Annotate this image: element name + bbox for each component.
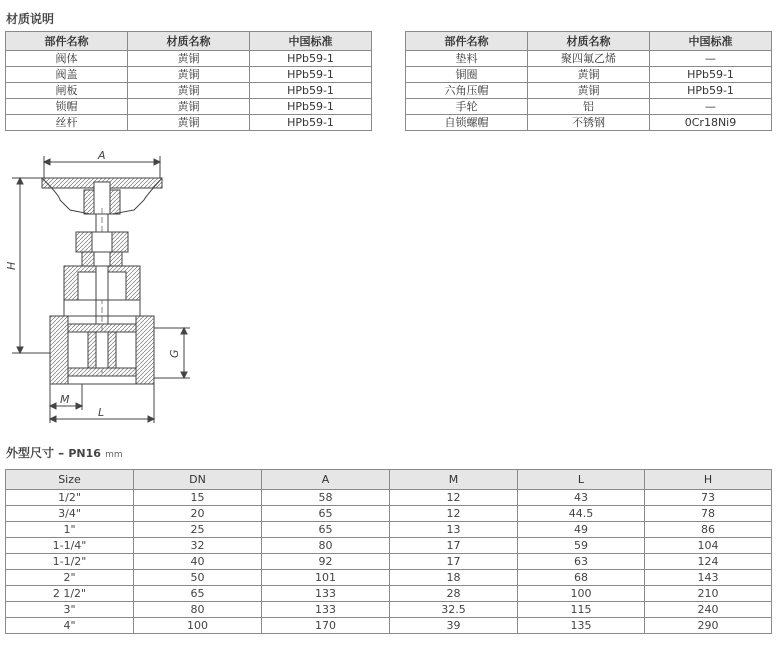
label-g: G bbox=[168, 349, 181, 358]
table-cell: 黄铜 bbox=[128, 67, 250, 83]
dimensions-title bbox=[6, 444, 123, 461]
table-cell: 0Cr18Ni9 bbox=[650, 115, 772, 131]
table-cell: 101 bbox=[262, 570, 390, 586]
label-a: A bbox=[98, 149, 106, 162]
table-cell: 124 bbox=[645, 554, 772, 570]
table-cell: 25 bbox=[134, 522, 262, 538]
col-header: 材质名称 bbox=[128, 32, 250, 51]
table-cell: 阀盖 bbox=[6, 67, 128, 83]
table-cell: HPb59-1 bbox=[650, 83, 772, 99]
table-cell: 4" bbox=[6, 618, 134, 634]
unit-label: mm bbox=[105, 450, 123, 460]
table-cell: 210 bbox=[645, 586, 772, 602]
table-row bbox=[406, 115, 772, 131]
table-cell: 12 bbox=[390, 506, 518, 522]
table-row bbox=[6, 538, 772, 554]
table-cell: HPb59-1 bbox=[250, 83, 372, 99]
table-cell: 290 bbox=[645, 618, 772, 634]
col-header: L bbox=[518, 470, 645, 490]
dimensions-title-text: 外型尺寸 – bbox=[6, 446, 65, 460]
table-cell: 垫料 bbox=[406, 51, 528, 67]
table-cell: 铝 bbox=[528, 99, 650, 115]
col-header: 部件名称 bbox=[406, 32, 528, 51]
table-cell: 2 1/2" bbox=[6, 586, 134, 602]
table-cell: 92 bbox=[262, 554, 390, 570]
table-cell: HPb59-1 bbox=[250, 99, 372, 115]
col-header: Size bbox=[6, 470, 134, 490]
table-row bbox=[6, 83, 372, 99]
col-header: 部件名称 bbox=[6, 32, 128, 51]
table-row bbox=[6, 586, 772, 602]
table-row bbox=[6, 554, 772, 570]
table-cell: 3/4" bbox=[6, 506, 134, 522]
table-cell: 100 bbox=[134, 618, 262, 634]
table-row bbox=[6, 602, 772, 618]
table-cell: 黄铜 bbox=[128, 51, 250, 67]
table-cell: 32.5 bbox=[390, 602, 518, 618]
table-cell: 聚四氟乙烯 bbox=[528, 51, 650, 67]
table-cell: 65 bbox=[262, 522, 390, 538]
table-row bbox=[6, 618, 772, 634]
table-cell: HPb59-1 bbox=[250, 115, 372, 131]
table-cell: 黄铜 bbox=[528, 83, 650, 99]
table-cell: 65 bbox=[262, 506, 390, 522]
table-cell: 2" bbox=[6, 570, 134, 586]
table-cell: 不锈钢 bbox=[528, 115, 650, 131]
table-cell: 143 bbox=[645, 570, 772, 586]
materials-table-left bbox=[5, 31, 372, 131]
table-cell: 49 bbox=[518, 522, 645, 538]
table-cell: 80 bbox=[262, 538, 390, 554]
table-cell: 104 bbox=[645, 538, 772, 554]
table-cell: 32 bbox=[134, 538, 262, 554]
table-cell: 135 bbox=[518, 618, 645, 634]
table-row bbox=[6, 506, 772, 522]
table-cell: 1-1/2" bbox=[6, 554, 134, 570]
gate-valve-drawing bbox=[0, 148, 200, 433]
table-cell: 100 bbox=[518, 586, 645, 602]
table-cell: 1/2" bbox=[6, 490, 134, 506]
table-cell: 黄铜 bbox=[528, 67, 650, 83]
table-cell: 59 bbox=[518, 538, 645, 554]
table-cell: 39 bbox=[390, 618, 518, 634]
table-row bbox=[6, 522, 772, 538]
materials-table-right bbox=[405, 31, 772, 131]
col-header: 材质名称 bbox=[528, 32, 650, 51]
table-cell: 58 bbox=[262, 490, 390, 506]
table-cell: 17 bbox=[390, 554, 518, 570]
table-cell: 13 bbox=[390, 522, 518, 538]
table-cell: 80 bbox=[134, 602, 262, 618]
dimensions-table bbox=[5, 469, 772, 634]
table-cell: 68 bbox=[518, 570, 645, 586]
table-cell: — bbox=[650, 51, 772, 67]
table-row bbox=[406, 67, 772, 83]
table-cell: 133 bbox=[262, 602, 390, 618]
table-row bbox=[6, 570, 772, 586]
table-cell: 12 bbox=[390, 490, 518, 506]
col-header: DN bbox=[134, 470, 262, 490]
table-row bbox=[6, 490, 772, 506]
label-m: M bbox=[60, 393, 70, 406]
table-cell: 65 bbox=[134, 586, 262, 602]
table-cell: 86 bbox=[645, 522, 772, 538]
table-cell: 1" bbox=[6, 522, 134, 538]
table-row bbox=[406, 51, 772, 67]
table-cell: — bbox=[650, 99, 772, 115]
table-row bbox=[406, 83, 772, 99]
table-row bbox=[406, 99, 772, 115]
table-cell: HPb59-1 bbox=[250, 51, 372, 67]
label-h: H bbox=[5, 261, 18, 270]
label-l: L bbox=[98, 406, 105, 419]
hex-nut bbox=[76, 232, 128, 252]
table-header-row bbox=[6, 32, 372, 51]
table-cell: 黄铜 bbox=[128, 115, 250, 131]
table-header-row bbox=[6, 470, 772, 490]
table-cell: 50 bbox=[134, 570, 262, 586]
table-cell: 20 bbox=[134, 506, 262, 522]
table-cell: 15 bbox=[134, 490, 262, 506]
table-cell: 六角压帽 bbox=[406, 83, 528, 99]
table-cell: 43 bbox=[518, 490, 645, 506]
table-cell: 阀体 bbox=[6, 51, 128, 67]
table-cell: 28 bbox=[390, 586, 518, 602]
bonnet bbox=[64, 252, 140, 300]
table-cell: 1-1/4" bbox=[6, 538, 134, 554]
table-row bbox=[6, 67, 372, 83]
table-cell: 18 bbox=[390, 570, 518, 586]
col-header: H bbox=[645, 470, 772, 490]
table-cell: 78 bbox=[645, 506, 772, 522]
table-cell: 133 bbox=[262, 586, 390, 602]
table-cell: 240 bbox=[645, 602, 772, 618]
table-cell: 闸板 bbox=[6, 83, 128, 99]
col-header: A bbox=[262, 470, 390, 490]
col-header: 中国标准 bbox=[250, 32, 372, 51]
table-cell: 手轮 bbox=[406, 99, 528, 115]
table-cell: HPb59-1 bbox=[650, 67, 772, 83]
table-cell: 73 bbox=[645, 490, 772, 506]
table-cell: 17 bbox=[390, 538, 518, 554]
table-cell: 锁帽 bbox=[6, 99, 128, 115]
table-cell: 40 bbox=[134, 554, 262, 570]
table-cell: 63 bbox=[518, 554, 645, 570]
col-header: 中国标准 bbox=[650, 32, 772, 51]
table-cell: 黄铜 bbox=[128, 99, 250, 115]
materials-title: 材质说明 bbox=[6, 12, 55, 26]
table-cell: 44.5 bbox=[518, 506, 645, 522]
pressure-rating: PN16 bbox=[68, 447, 101, 460]
table-cell: 黄铜 bbox=[128, 83, 250, 99]
table-row bbox=[6, 51, 372, 67]
table-cell: 170 bbox=[262, 618, 390, 634]
table-cell: 丝杆 bbox=[6, 115, 128, 131]
col-header: M bbox=[390, 470, 518, 490]
table-cell: 铜圈 bbox=[406, 67, 528, 83]
table-row bbox=[6, 99, 372, 115]
table-cell: 115 bbox=[518, 602, 645, 618]
table-cell: 3" bbox=[6, 602, 134, 618]
table-cell: HPb59-1 bbox=[250, 67, 372, 83]
table-header-row bbox=[406, 32, 772, 51]
table-cell: 自锁螺帽 bbox=[406, 115, 528, 131]
table-row bbox=[6, 115, 372, 131]
